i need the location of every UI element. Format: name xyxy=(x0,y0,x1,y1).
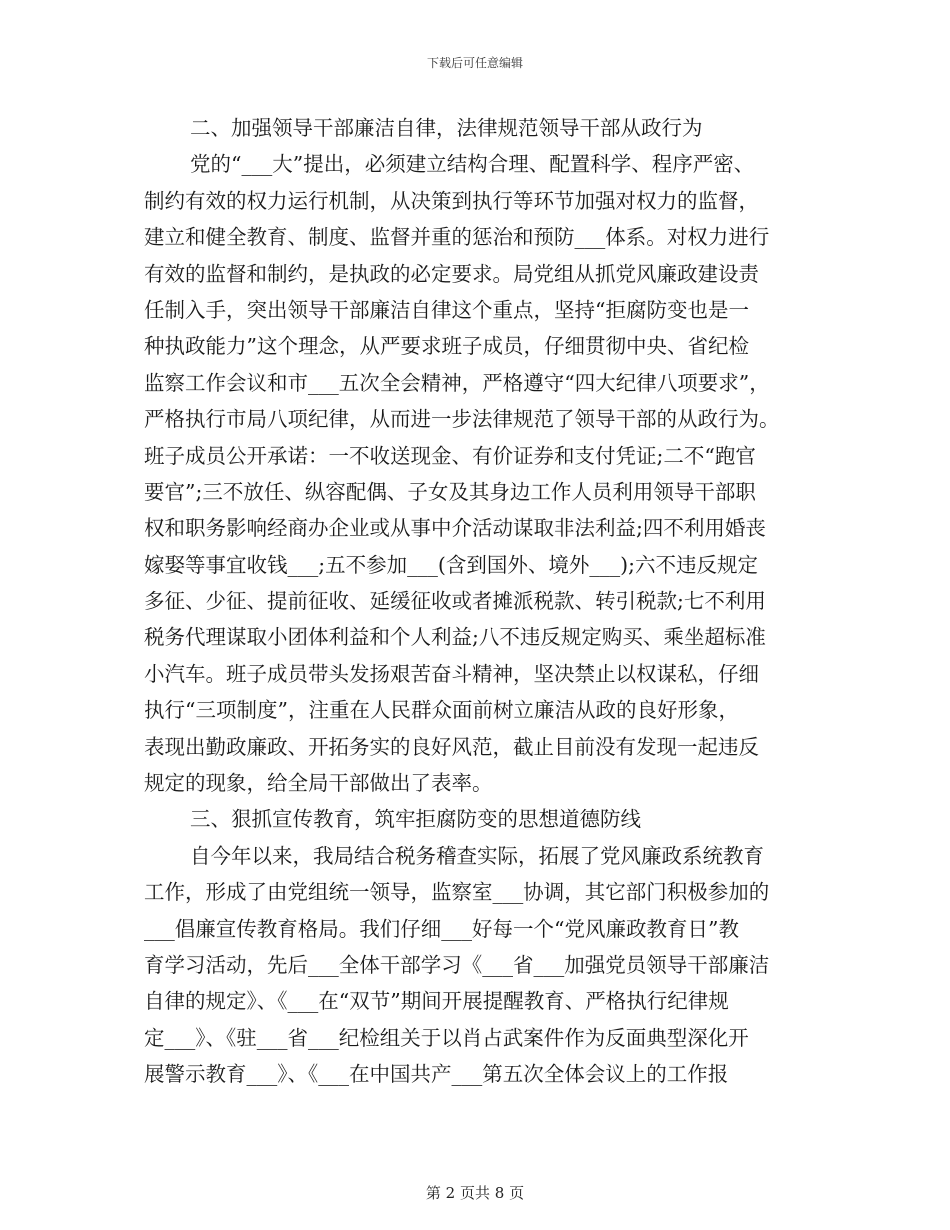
paragraph-line: 权和职务影响经商办企业或从事中介活动谋取非法利益;四不利用婚丧 xyxy=(144,516,766,541)
paragraph-line: 小汽车。班子成员带头发扬艰苦奋斗精神，坚决禁止以权谋私，仔细 xyxy=(144,661,759,686)
paragraph-line: 党的“___大”提出，必须建立结构合理、配置科学、程序严密、 xyxy=(190,152,755,177)
section-heading-2: 二、加强领导干部廉洁自律，法律规范领导干部从政行为 xyxy=(190,116,703,140)
paragraph-line: 表现出勤政廉政、开拓务实的良好风范，截止目前没有发现一起违反 xyxy=(144,734,759,759)
paragraph-line: 建立和健全教育、制度、监督并重的惩治和预防___体系。对权力进行 xyxy=(144,225,770,250)
section-heading-3: 三、狠抓宣传教育，筑牢拒腐防变的思想道德防线 xyxy=(190,807,641,832)
paragraph-line: 监察工作会议和市___五次全会精神，严格遵守“四大纪律八项要求”， xyxy=(144,370,770,395)
paragraph-line: 税务代理谋取小团体利益和个人利益;八不违反规定购买、乘坐超标准 xyxy=(144,625,766,650)
paragraph-line: 展警示教育___》、《___在中国共产___第五次全体会议上的工作报 xyxy=(144,1062,729,1087)
paragraph-line: 自今年以来，我局结合税务稽查实际，拓展了党风廉政系统教育 xyxy=(190,843,764,868)
document-body xyxy=(144,110,824,1093)
page-header: 下载后可任意编辑 xyxy=(426,56,523,70)
paragraph-line: 要官”;三不放任、纵容配偶、子女及其身边工作人员利用领导干部职 xyxy=(144,479,756,504)
paragraph-line: 种执政能力”这个理念，从严要求班子成员，仔细贯彻中央、省纪检 xyxy=(144,334,749,359)
paragraph-line: 定___》、《驻___省___纪检组关于以肖占武案件作为反面典型深化开 xyxy=(144,1025,749,1050)
paragraph-line: 自律的规定》、《___在“双节”期间开展提醒教育、严格执行纪律规 xyxy=(144,989,729,1014)
paragraph-line: 工作，形成了由党组统一领导，监察室___协调，其它部门积极参加的 xyxy=(144,880,770,905)
paragraph-line: 有效的监督和制约，是执政的必定要求。局党组从抓党风廉政建设责 xyxy=(144,261,759,286)
paragraph-line: 多征、少征、提前征收、延缓征收或者摊派税款、转引税款;七不利用 xyxy=(144,589,766,614)
paragraph-line: 执行“三项制度”，注重在人民群众面前树立廉洁从政的良好形象， xyxy=(144,698,739,723)
paragraph-line: ___倡廉宣传教育格局。我们仔细___好每一个“党风廉政教育日”教 xyxy=(144,916,739,941)
paragraph-line: 任制入手，突出领导干部廉洁自律这个重点，坚持“拒腐防变也是一 xyxy=(144,297,749,322)
paragraph-line: 育学习活动，先后___全体干部学习《___省___加强党员领导干部廉洁 xyxy=(144,952,770,977)
paragraph-line: 规定的现象，给全局干部做出了表率。 xyxy=(144,771,493,796)
paragraph-line: 严格执行市局八项纪律，从而进一步法律规范了领导干部的从政行为。 xyxy=(144,407,780,432)
paragraph-line: 班子成员公开承诺：一不收送现金、有价证券和支付凭证;二不“跑官 xyxy=(144,443,756,468)
paragraph-line: 制约有效的权力运行机制，从决策到执行等环节加强对权力的监督， xyxy=(144,188,759,213)
page-number: 第 2 页共 8 页 xyxy=(425,1184,525,1202)
paragraph-line: 嫁娶等事宜收钱___;五不参加___(含到国外、境外___);六不违反规定 xyxy=(144,552,759,577)
